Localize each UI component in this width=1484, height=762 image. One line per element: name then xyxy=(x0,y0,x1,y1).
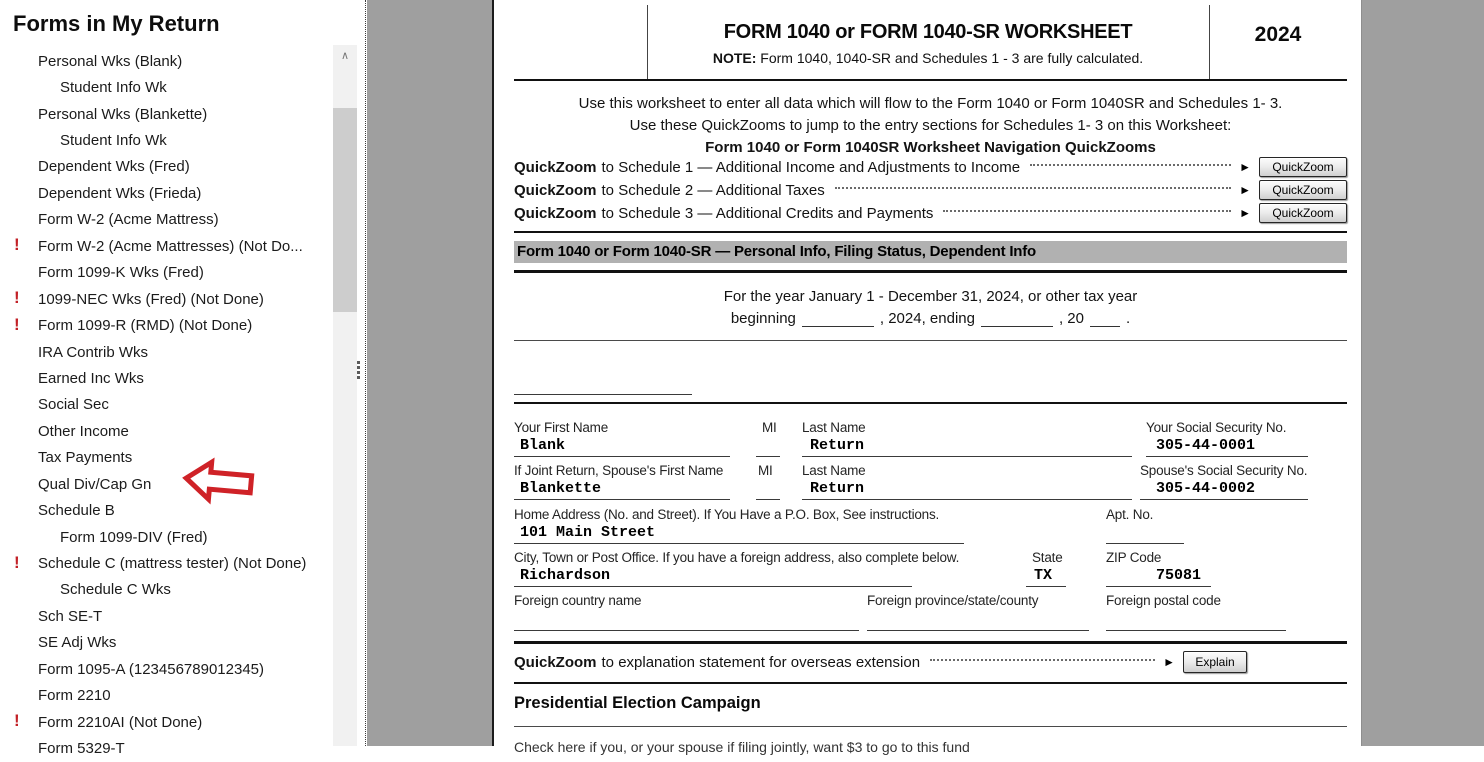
sidebar-item-label: Form W-2 (Acme Mattresses) (Not Do... xyxy=(38,237,303,255)
year-suffix-field[interactable] xyxy=(1090,313,1120,327)
underline xyxy=(802,499,1132,500)
sidebar-item-label: Form 1099-DIV (Fred) xyxy=(60,528,208,546)
not-done-exclamation-icon: ! xyxy=(14,552,20,572)
sidebar-item[interactable] xyxy=(0,471,333,497)
label-first-name: Your First Name xyxy=(514,420,609,435)
sidebar-item[interactable] xyxy=(0,365,333,391)
forms-sidebar xyxy=(0,0,333,758)
sidebar-item[interactable] xyxy=(0,233,333,259)
sidebar-item[interactable] xyxy=(0,630,333,656)
section-header-personal-info: Form 1040 or Form 1040-SR — Personal Info, Filing Status, Dependent Info xyxy=(514,241,1347,263)
sidebar-item-label: Form 2210AI (Not Done) xyxy=(38,713,203,731)
label-apt-no: Apt. No. xyxy=(1106,507,1154,522)
sidebar-scrollbar-thumb[interactable] xyxy=(333,108,357,312)
sidebar-item[interactable] xyxy=(0,48,333,74)
rule xyxy=(514,682,1347,684)
sidebar-item-label: SE Adj Wks xyxy=(38,634,117,652)
sidebar-item-label: Form 5329-T xyxy=(38,740,125,758)
label-spouse-first-name: If Joint Return, Spouse's First Name xyxy=(514,463,724,478)
tax-year-badge: 2024 xyxy=(1254,23,1302,46)
not-done-exclamation-icon: ! xyxy=(14,235,20,255)
sidebar-item-label: Student Info Wk xyxy=(60,132,167,150)
sidebar-item-label: 1099-NEC Wks (Fred) (Not Done) xyxy=(38,290,264,308)
field-ssn-1[interactable]: 305-44-0001 xyxy=(1156,437,1256,454)
ending-date-field[interactable] xyxy=(981,313,1053,327)
intro-line-2: Use these QuickZooms to jump to the entry sections for Schedules 1- 3 on this Worksheet: xyxy=(629,117,1232,134)
sidebar-item[interactable] xyxy=(0,312,333,338)
label-foreign-country: Foreign country name xyxy=(514,593,642,608)
sidebar-list xyxy=(0,48,333,762)
field-spouse-first-name[interactable]: Blankette xyxy=(520,480,602,497)
form-note xyxy=(647,50,1209,66)
label-foreign-province: Foreign province/state/county xyxy=(867,593,1039,608)
rule xyxy=(514,402,1347,404)
sidebar-item-label: Form 1099-R (RMD) (Not Done) xyxy=(38,317,253,335)
explain-row-text: to explanation statement for overseas extension xyxy=(601,653,921,671)
field-state[interactable]: TX xyxy=(1034,567,1053,584)
apt-field-underline[interactable] xyxy=(1106,543,1184,544)
explain-button[interactable]: Explain xyxy=(1183,651,1247,673)
sidebar-item-label: Qual Div/Cap Gn xyxy=(38,475,152,493)
rule xyxy=(514,231,1347,233)
underline xyxy=(756,499,780,500)
underline xyxy=(1140,499,1308,500)
label-beginning: beginning xyxy=(730,310,796,327)
explain-quickzoom-row xyxy=(514,652,1247,672)
sidebar-item-label: Social Sec xyxy=(38,396,109,414)
sidebar-item-label: Other Income xyxy=(38,422,129,440)
label-ending: , 2024, ending xyxy=(879,310,975,327)
leader-arrow-icon: ► xyxy=(1239,206,1251,220)
rule xyxy=(514,79,1347,81)
intro-line-1: Use this worksheet to enter all data which will flow to the Form 1040 or Form 1040SR and Schedules 1- 3. xyxy=(578,95,1283,112)
sidebar-item[interactable] xyxy=(0,392,333,418)
underline xyxy=(1106,586,1211,587)
quickzoom-row-text: to Schedule 2 — Additional Taxes xyxy=(601,181,825,199)
sidebar-item-label: Personal Wks (Blankette) xyxy=(38,105,208,123)
quickzoom-row xyxy=(514,180,1347,200)
sidebar-item[interactable] xyxy=(0,180,333,206)
sidebar-item[interactable] xyxy=(0,683,333,709)
label-ssn-1: Your Social Security No. xyxy=(1146,420,1287,435)
not-done-exclamation-icon: ! xyxy=(14,711,20,731)
tax-year-line-1: For the year January 1 - December 31, 2024, or other tax year xyxy=(723,288,1138,305)
sidebar-item[interactable] xyxy=(0,101,333,127)
label-ssn-2: Spouse's Social Security No. xyxy=(1140,463,1308,478)
form-note-label: NOTE: xyxy=(712,50,757,66)
leader-arrow-icon: ► xyxy=(1239,183,1251,197)
sidebar-item[interactable] xyxy=(0,603,333,629)
sidebar-item-label: Form 2210 xyxy=(38,687,111,705)
label-home-address: Home Address (No. and Street). If You Have a P.O. Box, See instructions. xyxy=(514,507,940,522)
sidebar-item-label: Personal Wks (Blank) xyxy=(38,52,183,70)
field-city[interactable]: Richardson xyxy=(520,567,611,584)
quickzoom-row-text: to Schedule 3 — Additional Credits and Payments xyxy=(601,204,934,222)
leader-arrow-icon: ► xyxy=(1163,655,1175,669)
sidebar-item-label: Schedule B xyxy=(38,502,115,520)
underline xyxy=(1146,456,1308,457)
label-zip: ZIP Code xyxy=(1106,550,1162,565)
dotted-leader xyxy=(943,210,1231,212)
rule xyxy=(514,270,1347,273)
sidebar-item-label: Dependent Wks (Frieda) xyxy=(38,184,202,202)
sidebar-item-label: Tax Payments xyxy=(38,449,133,467)
sidebar-item[interactable] xyxy=(0,207,333,233)
label-mi-2: MI xyxy=(758,463,773,478)
field-first-name[interactable]: Blank xyxy=(520,437,566,454)
label-mi-1: MI xyxy=(762,420,777,435)
label-period: . xyxy=(1126,310,1131,327)
quickzoom-prefix: QuickZoom xyxy=(514,653,597,671)
sidebar-item[interactable] xyxy=(0,524,333,550)
form-page xyxy=(492,0,1362,755)
sidebar-item[interactable] xyxy=(0,339,333,365)
field-last-name-2[interactable]: Return xyxy=(810,480,865,497)
quickzoom-prefix: QuickZoom xyxy=(514,181,597,199)
panel-splitter[interactable] xyxy=(365,0,366,746)
sidebar-item[interactable] xyxy=(0,418,333,444)
label-last-name-2: Last Name xyxy=(802,463,866,478)
sidebar-item-label: Sch SE-T xyxy=(38,607,103,625)
quickzoom-row xyxy=(514,203,1347,223)
dotted-leader xyxy=(930,659,1155,661)
field-home-address[interactable]: 101 Main Street xyxy=(520,524,656,541)
sidebar-item[interactable] xyxy=(0,74,333,100)
sidebar-item-label: Earned Inc Wks xyxy=(38,369,144,387)
leader-arrow-icon: ► xyxy=(1239,160,1251,174)
foreign-province-field-underline[interactable] xyxy=(867,630,1089,631)
underline xyxy=(514,543,964,544)
quickzoom-row xyxy=(514,157,1347,177)
beginning-date-field[interactable] xyxy=(802,313,874,327)
underline xyxy=(756,456,780,457)
field-last-name-1[interactable]: Return xyxy=(810,437,865,454)
quickzoom-button[interactable]: QuickZoom xyxy=(1259,203,1347,223)
sidebar-item-label: Form 1099-K Wks (Fred) xyxy=(38,264,204,282)
label-20: , 20 xyxy=(1058,310,1084,327)
underline xyxy=(802,456,1132,457)
quickzoom-button[interactable]: QuickZoom xyxy=(1259,180,1347,200)
dotted-leader xyxy=(1030,164,1231,166)
label-state: State xyxy=(1032,550,1063,565)
sidebar-item-label: Schedule C Wks xyxy=(60,581,171,599)
not-done-exclamation-icon: ! xyxy=(14,314,20,334)
sidebar-item[interactable] xyxy=(0,445,333,471)
blank-field-underline[interactable] xyxy=(514,394,692,395)
presidential-partial-text: Check here if you, or your spouse if filing jointly, want $3 to go to this fund xyxy=(514,739,970,755)
sidebar-item[interactable] xyxy=(0,154,333,180)
not-done-exclamation-icon: ! xyxy=(14,288,20,308)
sidebar-item[interactable] xyxy=(0,577,333,603)
label-last-name-1: Last Name xyxy=(802,420,866,435)
underline xyxy=(514,586,912,587)
dotted-leader xyxy=(835,187,1231,189)
sidebar-item-label: Dependent Wks (Fred) xyxy=(38,158,190,176)
quickzoom-prefix: QuickZoom xyxy=(514,158,597,176)
form-workspace xyxy=(367,0,1484,755)
underline xyxy=(514,499,730,500)
quickzoom-prefix: QuickZoom xyxy=(514,204,597,222)
quickzoom-row-text: to Schedule 1 — Additional Income and Adjustments to Income xyxy=(601,158,1021,176)
intro-line-3: Form 1040 or Form 1040SR Worksheet Navigation QuickZooms xyxy=(705,139,1156,156)
sidebar-item-label: Form W-2 (Acme Mattress) xyxy=(38,211,219,229)
sidebar-item-label: Schedule C (mattress tester) (Not Done) xyxy=(38,555,307,573)
field-ssn-2[interactable]: 305-44-0002 xyxy=(1156,480,1256,497)
foreign-postal-field-underline[interactable] xyxy=(1106,630,1286,631)
rule xyxy=(514,726,1347,727)
sidebar-title: Forms in My Return xyxy=(13,11,220,36)
rule xyxy=(514,641,1347,644)
form-title: FORM 1040 or FORM 1040-SR WORKSHEET xyxy=(723,21,1133,43)
sidebar-item-label: Student Info Wk xyxy=(60,79,167,97)
label-city: City, Town or Post Office. If you have a foreign address, also complete below. xyxy=(514,550,960,565)
sidebar-item[interactable] xyxy=(0,735,333,761)
sidebar-item[interactable] xyxy=(0,550,333,576)
red-annotation-arrow-icon xyxy=(180,456,258,508)
sidebar-item[interactable] xyxy=(0,656,333,682)
sidebar-item[interactable] xyxy=(0,260,333,286)
rule xyxy=(514,340,1347,341)
sidebar-item-label: IRA Contrib Wks xyxy=(38,343,149,361)
foreign-country-field-underline[interactable] xyxy=(514,630,859,631)
scroll-up-arrow-icon[interactable]: ∧ xyxy=(333,45,357,67)
quickzoom-button[interactable]: QuickZoom xyxy=(1259,157,1347,177)
sidebar-item-label: Form 1095-A (123456789012345) xyxy=(38,660,264,678)
label-foreign-postal: Foreign postal code xyxy=(1106,593,1221,608)
tax-year-line-2 xyxy=(514,310,1347,327)
sidebar-item[interactable] xyxy=(0,286,333,312)
field-zip[interactable]: 75081 xyxy=(1156,567,1202,584)
form-note-text: Form 1040, 1040-SR and Schedules 1 - 3 are fully calculated. xyxy=(760,50,1144,66)
underline xyxy=(514,456,730,457)
sidebar-item[interactable] xyxy=(0,127,333,153)
sidebar-item[interactable] xyxy=(0,497,333,523)
splitter-grip-icon[interactable] xyxy=(356,361,361,383)
underline xyxy=(1026,586,1066,587)
presidential-section-title: Presidential Election Campaign xyxy=(514,694,761,712)
sidebar-item[interactable] xyxy=(0,709,333,735)
